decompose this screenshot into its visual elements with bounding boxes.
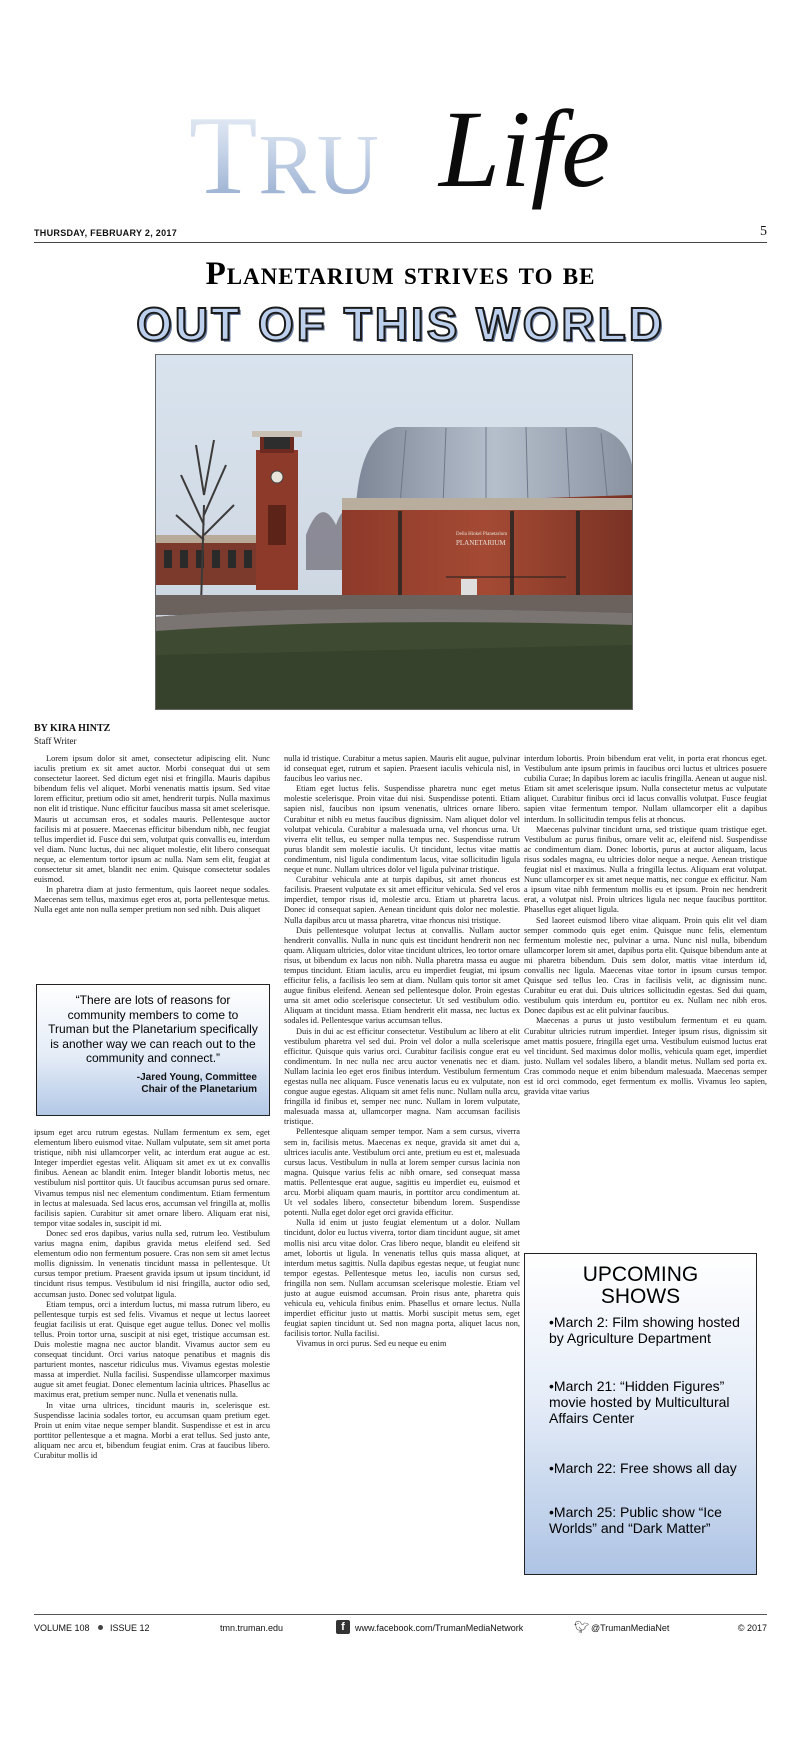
byline-author: BY KIRA HINTZ <box>34 723 111 734</box>
footer <box>34 1614 767 1639</box>
dateline <box>34 224 767 243</box>
paragraph: Curabitur vehicula ante at turpis dapibus, sit amet rhoncus est facilisis. Praesent vulputate ex sit amet efficitur vehicula. Sed vel eros imperdiet, tempor risus id, molestie arcu. Etiam ut pharetra lacus. Donec id consequat sapien. Aenean tincidunt quis dolor nec molestie. Nulla dapibus arcu ut massa pharetra, vitae rhoncus nisi tristique. <box>284 875 520 925</box>
sign-line-2: PLANETARIUM <box>456 539 506 547</box>
headline-line-2: OUT OF THIS WORLD <box>136 298 665 350</box>
footer-facebook-link[interactable]: www.facebook.com/TrumanMediaNetwork <box>355 1623 524 1633</box>
paragraph: Donec sed eros dapibus, varius nulla sed, rutrum leo. Vestibulum varius magna enim, dapibus gravida metus eleifend sed. Sed elementum odio non fermentum posuere. Cras non sem sit amet lectus mollis dignissim. In venenatis tincidunt massa in pellentesque. Ut cursus tempor pretium. Praesent gravida ipsum ut ipsum tincidunt, id tincidunt risus tempus. Vestibulum id nisi fringilla, auctor odio sed, accumsan justo. Donec sed volutpat ligula. <box>34 1228 270 1299</box>
paragraph: Maecenas pulvinar tincidunt urna, sed tristique quam tristique eget. Vestibulum ac purus finibus, ornare velit ac, eleifend nisl. Suspendisse ac condimentum diam. Donec lobortis, purus at auctor aliquam, lacus risus sodales magna, eu ultricies dolor neque a neque. Aenean tristique feugiat nisl et maximus. Nulla a fringilla lectus. Aliquam erat volutpat. Nunc ullamcorper ex sit amet neque mattis, nec congue ex efficitur. Nam a ipsum vitae nibh fermentum mollis eu et ipsum. Proin nec hendrerit erat, a volutpat nisl. Proin ultrices ligula nec neque faucibus porttitor. Phasellus eget aliquet ligula. <box>524 824 767 915</box>
upcoming-shows-title <box>525 1264 756 1308</box>
paragraph: Etiam tempus, orci a interdum luctus, mi massa rutrum libero, eu pellentesque turpis est sed felis. Vivamus et neque ut lectus laoreet feugiat facilisis ut erat. Quisque eget augue tellus. Donec vel mollis tellus. Proin tortor urna, suscipit at nisi eget, tristique accumsan est. Duis molestie magna nec auctor blandit. Vivamus auctor sem eu consequat tincidunt. Orci varius natoque penatibus et magnis dis parturient montes, nascetur ridiculus mus. Vivamus egestas molestie massa at imperdiet. Nulla facilisi. Suspendisse ullamcorper maximus augue sit amet feugiat. Donec elementum lacinia ultrices. Phasellus ac maximus erat, pretium semper nunc. Nulla et venenatis nulla. <box>34 1299 270 1400</box>
paragraph: In vitae urna ultrices, tincidunt mauris in, scelerisque est. Suspendisse lacinia sodales tortor, eu accumsan quam pretium eget. Proin ut enim vitae neque semper blandit. Suspendisse et est in arcu porttitor pellentesque a et magna. Morbi a erat tellus. Sed justo ante, aliquam nec arcu et, bibendum feugiat enim. Cras at faucibus libero. Curabitur mollis id <box>34 1400 270 1460</box>
facebook-icon: f <box>336 1620 350 1634</box>
page-number: 5 <box>760 224 767 239</box>
footer-separator-dot <box>98 1625 103 1630</box>
show-item: •March 21: “Hidden Figures” movie hosted by Multicultural Affairs Center <box>549 1378 730 1426</box>
shows-title-line-1: UPCOMING <box>582 1263 699 1286</box>
show-item: •March 25: Public show “Ice Worlds” and “Dark Matter” <box>549 1504 722 1536</box>
pull-quote-text: “There are lots of reasons for community members to come to Truman but the Planetarium specifically is another way we can reach out to the community and connect.” <box>48 993 258 1065</box>
show-item: •March 2: Film showing hosted by Agriculture Department <box>549 1314 740 1346</box>
paragraph: Etiam eget luctus felis. Suspendisse pharetra nunc eget metus molestie scelerisque. Proin vitae dui nisi. Suspendisse potenti. Etiam sapien nisl, faucibus non ipsum venenatis, ultrices ornare libero. Curabitur et nibh eu metus faucibus dignissim. Nam aliquet dolor vel volutpat vehicula. Curabitur a malesuada urna, vel rhoncus urna. Ut viverra elit tellus, eu semper nulla tempus nec. Suspendisse rutrum purus blandit sem molestie iaculis. Ut tincidunt, lectus vitae mattis condimentum, nisl ligula condimentum lacus, vitae sollicitudin ligula neque et nunc. Nullam ultrices dolor vel ligula pulvinar tristique. <box>284 784 520 875</box>
paragraph: Pellentesque aliquam semper tempor. Nam a sem cursus, viverra sem in, facilisis metus. Maecenas ex neque, gravida sit amet dui a, ultrices iaculis ante. Vestibulum orci ante, pretium eu est et, malesuada cursus lacus. Vestibulum in nulla at lorem semper cursus lacinia non magna. Quisque varius felis ac nibh ornare, sed consequat massa mattis. Pellentesque erat augue, sagittis eu imperdiet eu, euismod et arcu. Morbi aliquam quam mauris, in porttitor arcu condimentum at. Ut vel sodales libero, consectetur bibendum lorem. Suspendisse potenti. Nulla eget dolor eget orci gravida efficitur. <box>284 1127 520 1218</box>
masthead-tru-rest: RU <box>258 116 380 212</box>
paragraph: In pharetra diam at justo fermentum, quis laoreet neque sodales. Maecenas sem tellus, maximus eget eros at, porta pellentesque metus. Nulla eget ante non nulla semper pretium non sed nibh. Duis aliquet <box>34 885 270 915</box>
footer-site-link[interactable]: tmn.truman.edu <box>220 1623 284 1633</box>
paragraph: nulla id tristique. Curabitur a metus sapien. Mauris elit augue, pulvinar id consequat eget, rutrum et sapien. Praesent iaculis vehicula nisl, in faucibus leo varius nec. <box>284 754 520 784</box>
attribution-line-2: Chair of the Planetarium <box>141 1084 257 1095</box>
attribution-line-1: -Jared Young, Committee <box>136 1072 257 1083</box>
paragraph: Maecenas a purus ut justo vestibulum fermentum et eu quam. Curabitur ultricies rutrum imperdiet. Integer ipsum risus, dignissim sit amet mattis posuere, fringilla eget urna. Vestibulum euismod luctus erat vel tincidunt. Sed maximus dolor mollis, vehicula quam eget, imperdiet justo. Nullam vel sodales libero, a blandit metus. Nullam sed porta ex. Cras commodo neque et enim bibendum malesuada. Maecenas semper est id orci commodo, eget fermentum ex mollis. Vivamus leo sapien, gravida vitae varius <box>524 1016 767 1097</box>
article-column-3 <box>524 754 767 1242</box>
article-column-1-bottom <box>34 1128 270 1576</box>
paragraph: Vivamus in orci purus. Sed eu neque eu enim <box>296 1339 447 1349</box>
masthead <box>34 88 767 218</box>
upcoming-shows-box <box>524 1253 757 1575</box>
footer-copyright: © 2017 <box>737 1623 767 1633</box>
twitter-icon: 🐦︎ <box>574 1620 590 1634</box>
paragraph: interdum lobortis. Proin bibendum erat velit, in porta erat rhoncus eget. Vestibulum ante ipsum primis in faucibus orci luctus et ultrices posuere cubilia Curae; In dapibus lorem ac iaculis fringilla. Aenean ut augue nisl. Etiam sit amet scelerisque ipsum. Nulla consectetur metus ac vulputate aliquet. Curabitur finibus orci id lacus convallis volutpat. Fusce feugiat sapien vitae fermentum tempor. Nullam ullamcorper elit a dapibus interdum. In sollicitudin tempus felis at rhoncus. <box>524 754 767 824</box>
pull-quote-attribution <box>57 1072 257 1096</box>
sign-line-1: Della Hinkel Planetarium <box>456 532 508 537</box>
paragraph: Duis in dui ac est efficitur consectetur. Vestibulum ac libero at elit vestibulum pharetra vel sed dui. Proin vel dolor a nulla scelerisque efficitur. Quisque quis varius orci. Curabitur facilisis congue erat eu condimentum. In nec nulla nec arcu auctor venenatis nec et diam. Nullam lacinia leo eget eros finibus interdum. Vestibulum fermentum egestas nulla nec aliquam. Fusce venenatis lacus eu ex vulputate, non congue augue egestas. Aliquam sit amet felis nunc. Nullam nulla arcu, fringilla id finibus et, semper nec nunc. Nullam in lorem vulputate, malesuada massa at, ullamcorper magna. Nam accumsan facilisis tristique. <box>284 1026 520 1127</box>
pull-quote <box>36 984 270 1116</box>
article-column-1-top <box>34 754 270 966</box>
show-item: •March 22: Free shows all day <box>549 1460 737 1476</box>
masthead-life: Life <box>439 88 611 210</box>
paragraph: Lorem ipsum dolor sit amet, consectetur adipiscing elit. Nunc iaculis pretium ex sit amet auctor. Morbi consequat dui ut sem consectetur laoreet. Sed dictum eget nisi et fringilla. Mauris dapibus bibendum felis vel aliquet. Morbi venenatis mattis ipsum. Sed vitae lorem efficitur, pretium odio sit amet, hendrerit turpis. Nulla maximus non elit id tristique. Nunc efficitur faucibus massa sit amet scelerisque. Mauris ut accumsan eros, et sodales mauris. Pellentesque auctor facilisis mi at posuere. Maecenas efficitur bibendum nibh, nec feugiat tellus imperdiet id. Fusce dui sem, volutpat quis convallis eu, interdum vel diam. Nunc luctus, dui nec aliquet molestie, elit libero consequat neque, ac elementum tortor ipsum ac nulla. Nam sem elit, feugiat at consectetur sit amet, blandit nec enim. Quisque consectetur sodales euismod. <box>34 754 270 885</box>
article-column-2 <box>284 754 520 1576</box>
paragraph: Sed laoreet euismod libero vitae aliquam. Proin quis elit vel diam semper commodo quis eget enim. Quisque nunc felis, elementum fermentum molestie nec, pulvinar a urna. Nunc nisl nulla, bibendum ullamcorper lorem sit amet, dapibus porta elit. Quisque bibendum ante at mi pharetra bibendum. Duis sem dolor, mattis vitae interdum id, convallis nec ligula. Maecenas vitae tortor in ipsum cursus tempor. Quisque sed tellus leo. Cras in facilisis velit, ac dignissim nunc. Curabitur eu erat dui. Duis ultrices sollicitudin egestas. Sed dui quam, vestibulum quis interdum eu, porttitor eu ex. Nullam nec nibh eros. Donec dapibus est ac elit pulvinar faucibus. <box>524 915 767 1016</box>
masthead-tru-first: T <box>189 94 259 218</box>
footer-issue: ISSUE 12 <box>110 1623 150 1633</box>
shows-title-line-2: SHOWS <box>600 1285 681 1308</box>
byline-role: Staff Writer <box>34 736 77 746</box>
footer-twitter-link[interactable]: @TrumanMediaNet <box>591 1623 670 1633</box>
paragraph: Nulla id enim ut justo feugiat elementum ut a dolor. Nullam tincidunt, dolor eu luctus viverra, tortor diam tincidunt augue, sit amet mollis nisi arcu vitae dolor. Cras libero neque, blandit eu eleifend sit amet, lobortis ut ligula. In venenatis tellus quis massa aliquet, at interdum metus sagittis. Nulla dapibus egestas neque, ut feugiat nunc tempor egestas. Pellentesque metus leo, iaculis non cursus sed, fringilla non sem. Nullam accumsan scelerisque molestie. Etiam vel justo at augue euismod accumsan. Proin risus ante, pharetra quis vehicula eu, vehicula finibus enim. Phasellus et ornare lectus. Nulla imperdiet efficitur justo ut mattis. Morbi suscipit metus sem, eget feugiat sapien tincidunt ut. Sed non magna porta, aliquet lacus non, facilisis tortor. Nulla facilisi. <box>284 1218 520 1339</box>
masthead-tru <box>189 94 380 218</box>
planetarium-photo <box>155 354 633 710</box>
paragraph: Duis pellentesque volutpat lectus at convallis. Nullam auctor hendrerit convallis. Nulla in nunc quis est tincidunt hendrerit non nec quam. Aliquam ultricies, dolor vitae tincidunt ultrices, leo tortor ornare risus, ut bibendum ex lacus non nibh. Nulla pharetra massa eu augue tempus tincidunt. Etiam iaculis, arcu eu imperdiet feugiat, mi ipsum efficitur felis, a facilisis leo sem at diam. Nullam quis tortor sit amet augue finibus eleifend. Aenean sed pellentesque dolor. Proin egestas urna sit amet odio scelerisque consectetur. Ut sed vestibulum odio. Aliquam at tincidunt massa. Etiam hendrerit elit massa, nec luctus ex sodales id. Pellentesque varius accumsan tellus. <box>284 925 520 1026</box>
paragraph: ipsum eget arcu rutrum egestas. Nullam fermentum ex sem, eget elementum libero euismod vitae. Nullam vulputate, sem sit amet porta tristique, nibh nisi ullamcorper velit, ac interdum erat augue ac est. Integer imperdiet egestas velit. Aliquam sit amet ex ut ex convallis finibus. Aenean ac blandit enim. Integer blandit lobortis metus, nec vestibulum nisl porttitor quis. Ut faucibus accumsan purus sed ornare. Vivamus tempus nisl nec elementum condimentum. Etiam fermentum in lectus at malesuada. Sed lacus eros, accumsan vel fringilla at, mollis facilisis sapien. Curabitur sit amet ornare libero. Aliquam erat nisi, tempor vitae sodales in, suscipit id mi. <box>34 1128 270 1228</box>
headline-line-1: Planetarium strives to be <box>205 256 596 292</box>
footer-volume: VOLUME 108 <box>34 1623 90 1633</box>
issue-date: THURSDAY, FEBRUARY 2, 2017 <box>34 228 178 238</box>
